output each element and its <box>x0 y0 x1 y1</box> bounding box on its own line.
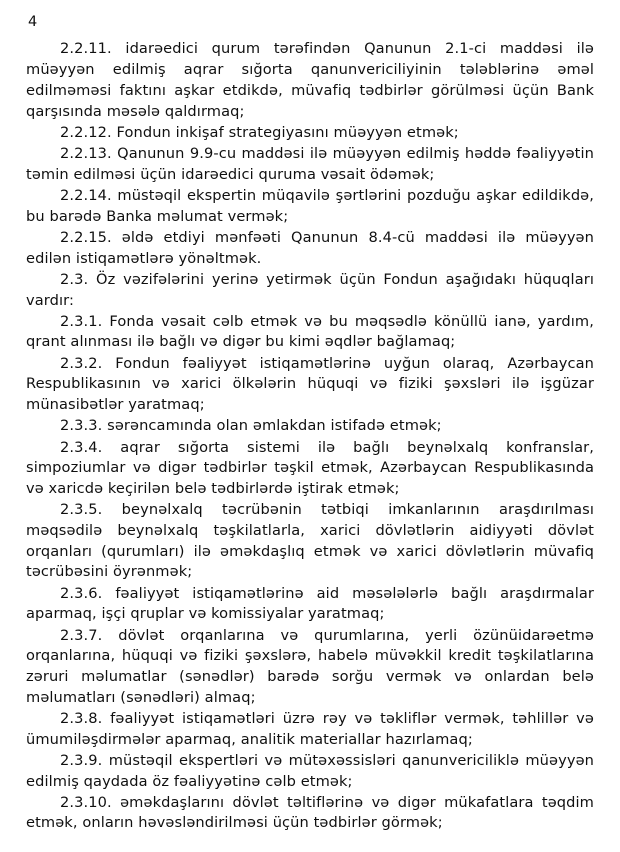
paragraph: 2.3.2. Fondun fəaliyyət istiqamətlərinə uyğun olaraq, Azərbaycan Respublikasının və xarici ölkələrin hüquqi və fiziki şəxsləri ilə işgüzar münasibətlər yaratmaq; <box>26 354 594 414</box>
paragraph: 2.3. Öz vəzifələrini yerinə yetirmək üçün Fondun aşağıdakı hüquqları vardır: <box>26 270 594 309</box>
paragraph: 2.3.4. aqrar sığorta sistemi ilə bağlı beynəlxalq konfranslar, simpoziumlar və digər tədbirlər təşkil etmək, Azərbaycan Respublikasında və xaricdə keçirilən belə tədbirlərdə iştirak etmək; <box>26 438 594 497</box>
page-number: 4 <box>28 14 38 30</box>
paragraph: 2.3.9. müstəqil ekspertləri və mütəxəssisləri qanunvericiliklə müəyyən edilmiş qaydada öz fəaliyyətinə cəlb etmək; <box>26 751 594 790</box>
paragraph: 2.3.3. sərəncamında olan əmlakdan istifadə etmək; <box>60 417 442 435</box>
document-body <box>26 39 594 834</box>
paragraph: 2.3.1. Fonda vəsait cəlb etmək və bu məqsədlə könüllü ianə, yardım, qrant alınması ilə bağlı və digər bu kimi əqdlər bağlamaq; <box>26 312 594 351</box>
paragraph: 2.3.6. fəaliyyət istiqamətlərinə aid məsələlərlə bağlı araşdırmalar aparmaq, işçi qruplar və komissiyalar yaratmaq; <box>26 584 594 623</box>
paragraph: 2.3.5. beynəlxalq təcrübənin tətbiqi imkanlarının araşdırılması məqsədilə beynəlxalq təşkilatlarla, xarici dövlətlərin aidiyyəti dövlət orqanları (qurumları) ilə əməkdaşlıq etmək və xarici dövlətlərin müvafiq təcrübəsini öyrənmək; <box>26 501 594 581</box>
paragraph: 2.3.8. fəaliyyət istiqamətləri üzrə rəy və təkliflər vermək, təhlillər və ümumiləşdirmələr aparmaq, analitik materiallar hazırlamaq; <box>26 709 594 748</box>
paragraph: 2.2.13. Qanunun 9.9-cu maddəsi ilə müəyyən edilmiş həddə fəaliyyətin təmin edilməsi üçün idarəedici quruma vəsait ödəmək; <box>26 144 594 183</box>
paragraph: 2.2.14. müstəqil ekspertin müqavilə şərtlərini pozduğu aşkar edildikdə, bu barədə Banka məlumat vermək; <box>26 186 594 225</box>
paragraph: 2.2.11. idarəedici qurum tərəfindən Qanunun 2.1-ci maddəsi ilə müəyyən edilmiş aqrar sığorta qanunvericiliyinin tələblərinə əməl edilməməsi faktını aşkar etdikdə, müvafiq tədbirlər görülməsi üçün Bank qarşısında məsələ qaldırmaq; <box>26 40 594 120</box>
paragraph: 2.2.12. Fondun inkişaf strategiyasını müəyyən etmək; <box>60 123 459 141</box>
paragraph: 2.3.7. dövlət orqanlarına və qurumlarına, yerli özünüidarəetmə orqanlarına, hüquqi və fiziki şəxslərə, habelə müvəkkil kredit təşkilatlarına zəruri məlumatlar (sənədlər) barədə sorğu vermək və onlardan belə məlumatları (sənədləri) almaq; <box>26 626 594 706</box>
paragraph: 2.2.15. əldə etdiyi mənfəəti Qanunun 8.4-cü maddəsi ilə müəyyən edilən istiqamətlərə yönəltmək. <box>26 228 594 267</box>
paragraph: 2.3.10. əməkdaşlarını dövlət təltiflərinə və digər mükafatlara təqdim etmək, onların həvəsləndirilməsi üçün tədbirlər görmək; <box>26 793 594 832</box>
